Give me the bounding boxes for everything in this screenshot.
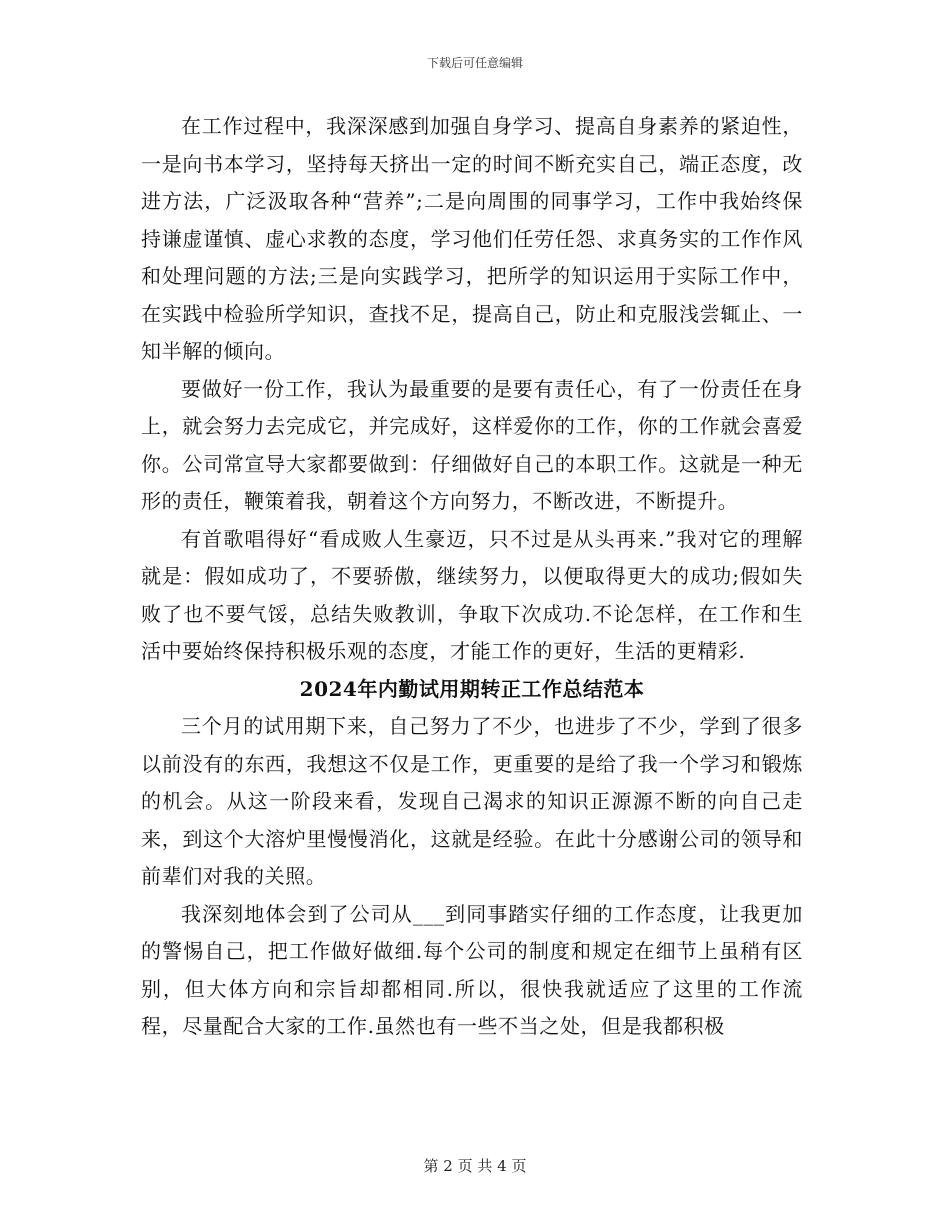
- paragraph-responsibility: 要做好一份工作，我认为最重要的是要有责任心，有了一份责任在身上，就会努力去完成它，并完成好，这样爱你的工作，你的工作就会喜爱你。公司常宣导大家都要做到：仔细做好自己的本职工作。这就是一种无形的责任，鞭策着我，朝着这个方向努力，不断改进，不断提升。: [141, 376, 803, 513]
- paragraph-song: 有首歌唱得好“看成败人生豪迈，只不过是从头再来.”我对它的理解就是：假如成功了，不要骄傲，继续努力，以便取得更大的成功;假如失败了也不要气馁，总结失败教训，争取下次成功.不论怎样，在工作和生活中要始终保持积极乐观的态度，才能工作的更好，生活的更精彩.: [141, 526, 803, 663]
- page-header-note: 下载后可任意编辑: [426, 56, 523, 70]
- paragraph-study: 在工作过程中，我深深感到加强自身学习、提高自身素养的紧迫性，一是向书本学习，坚持每天挤出一定的时间不断充实自己，端正态度，改进方法，广泛汲取各种“营养”;二是向周围的同事学习，工作中我始终保持谦虚谨慎、虚心求教的态度，学习他们任劳任怨、求真务实的工作作风和处理问题的方法;三是向实践学习，把所学的知识运用于实际工作中，在实践中检验所学知识，查找不足，提高自己，防止和克服浅尝辄止、一知半解的倾向。: [141, 114, 803, 363]
- paragraph-company-attitude: 我深刻地体会到了公司从___到同事踏实仔细的工作态度，让我更加的警惕自己，把工作做好做细.每个公司的制度和规定在细节上虽稍有区别，但大体方向和宗旨却都相同.所以，很快我就适应了这里的工作流程，尽量配合大家的工作.虽然也有一些不当之处，但是我都积极: [141, 901, 803, 1038]
- paragraph-probation: 三个月的试用期下来，自己努力了不少，也进步了不少，学到了很多以前没有的东西，我想这不仅是工作，更重要的是给了我一个学习和锻炼的机会。从这一阶段来看，发现自己渴求的知识正源源不断的向自己走来，到这个大溶炉里慢慢消化，这就是经验。在此十分感谢公司的领导和前辈们对我的关照。: [141, 714, 803, 888]
- section-title: 2024年内勤试用期转正工作总结范本: [299, 676, 645, 701]
- document-body: [141, 108, 803, 1046]
- page-number-footer: 第 2 页 共 4 页: [423, 1157, 527, 1175]
